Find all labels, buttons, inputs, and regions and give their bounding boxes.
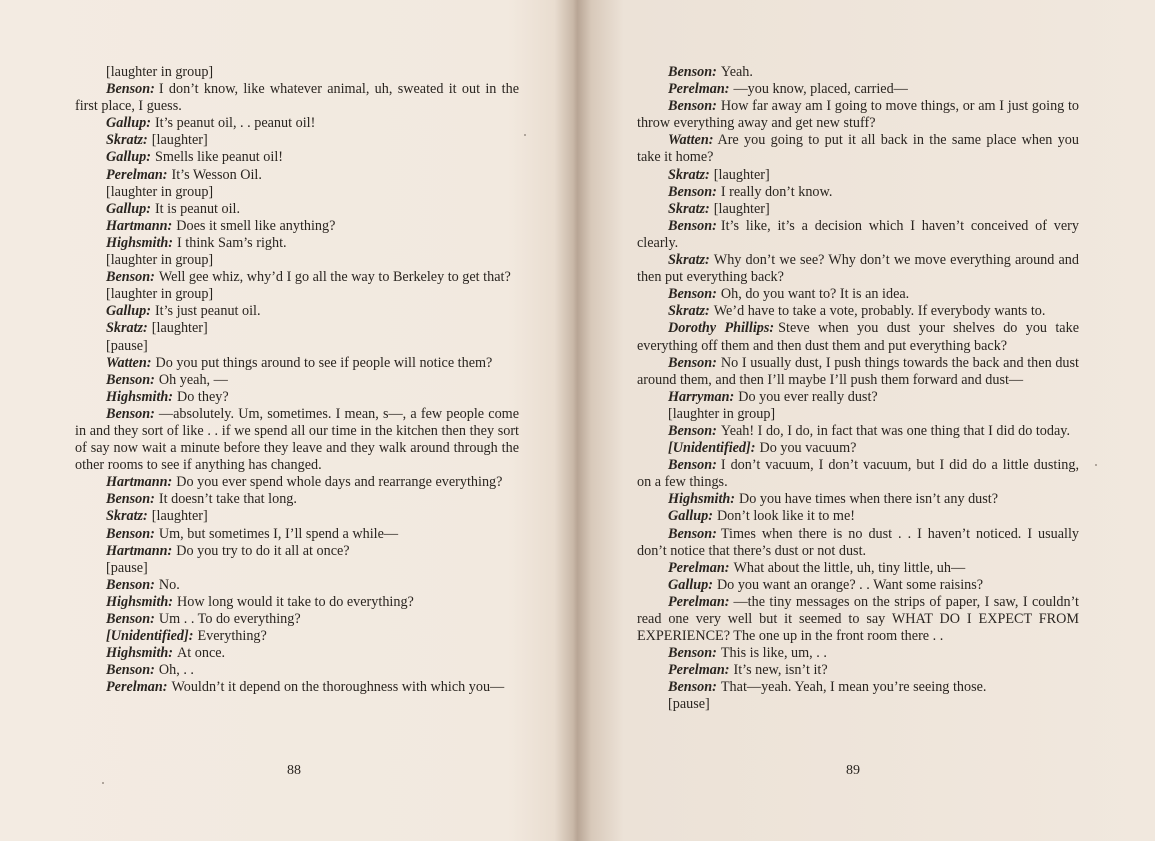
speaker-name: Benson: (668, 679, 717, 696)
transcript-line (637, 286, 1079, 303)
speech-text: I don’t vacuum, I don’t vacuum, but I did do a little dusting, on a few things. (637, 457, 1079, 491)
paper-speck (102, 782, 104, 784)
transcript-line (637, 218, 1079, 252)
speaker-name: Benson: (106, 269, 155, 286)
speech-text: [laughter in group] (106, 252, 214, 269)
transcript-line (75, 286, 519, 303)
speech-text: Do you want an orange? . . Want some raisins? (716, 576, 984, 593)
speaker-name: Gallup: (106, 200, 151, 217)
transcript-line (637, 662, 1079, 679)
speaker-name: Gallup: (106, 149, 151, 166)
speaker-name: Hartmann: (106, 474, 173, 491)
speaker-name: Highsmith: (106, 593, 174, 610)
speech-text: It doesn’t take that long. (158, 491, 297, 508)
speech-text: Well gee whiz, why’d I go all the way to Berkeley to get that? (158, 269, 511, 286)
speaker-name: Perelman: (668, 662, 730, 679)
speech-text: —absolutely. Um, sometimes. I mean, s—, a few people come in and they sort of like . . if we spend all our time in the kitchen then they sort of say now wait a minute before they leave and they walk around through the other rooms to see if anything has changed. (75, 405, 519, 474)
transcript-line (75, 577, 519, 594)
transcript-line (75, 269, 519, 286)
speech-text: At once. (177, 645, 226, 662)
transcript-line (75, 252, 519, 269)
speech-text: [laughter in group] (668, 405, 776, 422)
speaker-name: Highsmith: (668, 491, 736, 508)
transcript-line (75, 184, 519, 201)
transcript-line (637, 389, 1079, 406)
transcript-line (75, 201, 519, 218)
transcript-line (75, 167, 519, 184)
transcript-line (637, 184, 1079, 201)
paper-speck (1095, 464, 1097, 466)
transcript-line (75, 611, 519, 628)
speech-text: [laughter in group] (106, 64, 214, 80)
transcript-line (637, 423, 1079, 440)
speaker-name: Benson: (106, 662, 155, 679)
transcript-line (75, 474, 519, 491)
speaker-name: Benson: (668, 525, 717, 542)
speech-text: [laughter in group] (106, 183, 214, 200)
transcript-line (637, 252, 1079, 286)
speaker-name: Skratz: (106, 132, 148, 149)
speaker-name: Benson: (668, 422, 717, 439)
speech-text: It’s new, isn’t it? (733, 662, 828, 679)
transcript-line (637, 81, 1079, 98)
speech-text: Um, but sometimes I, I’ll spend a while— (158, 525, 399, 542)
transcript-line (75, 679, 519, 696)
speaker-name: Perelman: (668, 559, 730, 576)
speaker-name: Hartmann: (106, 542, 173, 559)
speaker-name: Skratz: (668, 303, 710, 320)
transcript-line (637, 132, 1079, 166)
speech-text: —you know, placed, carried— (733, 81, 908, 98)
speaker-name: Benson: (106, 491, 155, 508)
speech-text: Yeah! I do, I do, in fact that was one thing that I did do today. (720, 422, 1070, 439)
transcript-line (75, 320, 519, 337)
transcript-line (75, 508, 519, 525)
speech-text: Do you ever spend whole days and rearrange everything? (176, 474, 503, 491)
speech-text: It’s like, it’s a decision which I haven’t conceived of very clearly. (637, 217, 1079, 251)
right-page (637, 64, 1079, 714)
transcript-line (637, 491, 1079, 508)
transcript-line (637, 64, 1079, 81)
transcript-line (637, 440, 1079, 457)
speaker-name: Benson: (668, 64, 717, 80)
speech-text: Do you put things around to see if people will notice them? (155, 354, 493, 371)
speech-text: Wouldn’t it depend on the thoroughness with which you— (171, 679, 505, 696)
speech-text: [laughter] (151, 132, 208, 149)
speaker-name: Perelman: (106, 166, 168, 183)
transcript-line (75, 235, 519, 252)
paper-speck (524, 134, 526, 136)
speaker-name: Benson: (668, 98, 717, 115)
speech-text: Oh, . . (158, 662, 194, 679)
speech-text: It’s just peanut oil. (154, 303, 261, 320)
speech-text: Don’t look like it to me! (716, 508, 855, 525)
speaker-name: Benson: (668, 183, 717, 200)
speaker-name: Highsmith: (106, 645, 174, 662)
speech-text: Everything? (197, 628, 267, 645)
speaker-name: Perelman: (106, 679, 168, 696)
transcript-line (637, 594, 1079, 645)
speech-text: Oh, do you want to? It is an idea. (720, 286, 910, 303)
transcript-line (637, 526, 1079, 560)
speech-text: Smells like peanut oil! (154, 149, 283, 166)
transcript-line (75, 372, 519, 389)
speech-text: Steve when you dust your shelves do you take everything off them and then dust them and put everything back? (637, 320, 1079, 354)
speech-text: Times when there is no dust . . I haven’t noticed. I usually don’t notice that there’s dust or not dust. (637, 525, 1079, 559)
speaker-name: Gallup: (668, 576, 713, 593)
speech-text: I really don’t know. (720, 183, 833, 200)
speaker-name: Harryman: (668, 388, 735, 405)
transcript-line (637, 508, 1079, 525)
transcript-line (75, 389, 519, 406)
transcript-line (637, 406, 1079, 423)
speech-text: Do you have times when there isn’t any dust? (739, 491, 999, 508)
speaker-name: Skratz: (106, 508, 148, 525)
speaker-name: Hartmann: (106, 217, 173, 234)
speaker-name: Benson: (668, 217, 717, 234)
transcript-line (75, 218, 519, 235)
speaker-name: Benson: (668, 457, 717, 474)
speaker-name: Benson: (668, 286, 717, 303)
speech-text: This is like, um, . . (720, 645, 827, 662)
speech-text: Do you ever really dust? (738, 388, 878, 405)
transcript-line (75, 543, 519, 560)
speaker-name: Skratz: (668, 252, 710, 269)
speech-text: What about the little, uh, tiny little, uh— (733, 559, 966, 576)
speech-text: Do you try to do it all at once? (176, 542, 350, 559)
transcript-line (637, 560, 1079, 577)
speaker-name: Perelman: (668, 593, 730, 610)
transcript-line (75, 491, 519, 508)
speech-text: It’s Wesson Oil. (171, 166, 262, 183)
page-number-right: 89 (846, 763, 860, 778)
speech-text: [laughter] (713, 166, 770, 183)
transcript-line (75, 355, 519, 372)
speaker-name: Benson: (106, 611, 155, 627)
transcript-line (75, 338, 519, 355)
speaker-name: Gallup: (106, 115, 151, 132)
transcript-line (637, 98, 1079, 132)
transcript-line (637, 167, 1079, 184)
speaker-name: Dorothy Phillips: (668, 320, 775, 337)
speech-text: Do they? (177, 388, 229, 405)
speech-text: [laughter in group] (106, 286, 214, 303)
speech-text: —the tiny messages on the strips of paper, I saw, I couldn’t read one very well but it seemed to say WHAT DO I EXPECT FROM EXPERIENCE? The one up in the front room there . . (637, 593, 1079, 645)
speech-text: No. (158, 576, 180, 593)
transcript-line (637, 320, 1079, 354)
speaker-name: [Unidentified]: (106, 628, 194, 645)
transcript-line (75, 560, 519, 577)
transcript-line (75, 526, 519, 543)
speaker-name: Benson: (106, 81, 155, 98)
speech-text: [laughter] (151, 320, 208, 337)
speech-text: Yeah. (720, 64, 753, 80)
page-number-left: 88 (287, 763, 301, 778)
speech-text: [pause] (668, 696, 710, 713)
speech-text: We’d have to take a vote, probably. If everybody wants to. (713, 303, 1046, 320)
speaker-name: Benson: (106, 525, 155, 542)
transcript-line (637, 645, 1079, 662)
transcript-line (637, 201, 1079, 218)
speaker-name: Highsmith: (106, 234, 174, 251)
transcript-line (75, 628, 519, 645)
speaker-name: Benson: (106, 576, 155, 593)
transcript-line (75, 406, 519, 474)
speech-text: It’s peanut oil, . . peanut oil! (154, 115, 316, 132)
speech-text: Does it smell like anything? (176, 217, 336, 234)
transcript-line (637, 457, 1079, 491)
speech-text: No I usually dust, I push things towards the back and then dust around them, and then I’ll maybe I’ll push them forward and dust— (637, 354, 1079, 388)
transcript-line (75, 115, 519, 132)
speech-text: [pause] (106, 337, 148, 354)
speech-text: [laughter] (151, 508, 208, 525)
transcript-line (75, 303, 519, 320)
speaker-name: Watten: (106, 354, 152, 371)
speaker-name: Gallup: (668, 508, 713, 525)
speaker-name: Skratz: (668, 166, 710, 183)
speech-text: Why don’t we see? Why don’t we move everything around and then put everything back? (637, 252, 1079, 286)
transcript-line (637, 303, 1079, 320)
transcript-line (75, 132, 519, 149)
transcript-line (75, 662, 519, 679)
speech-text: [pause] (106, 559, 148, 576)
speaker-name: Perelman: (668, 81, 730, 98)
speaker-name: Skratz: (668, 200, 710, 217)
transcript-line (75, 81, 519, 115)
speech-text: [laughter] (713, 200, 770, 217)
transcript-line (75, 594, 519, 611)
speech-text: How far away am I going to move things, or am I just going to throw everything away and get new stuff? (637, 98, 1079, 132)
speech-text: Do you vacuum? (759, 440, 857, 457)
transcript-line (637, 696, 1079, 713)
transcript-line (637, 679, 1079, 696)
speech-text: Are you going to put it all back in the same place when you take it home? (637, 132, 1079, 166)
speech-text: It is peanut oil. (154, 200, 241, 217)
speech-text: Um . . To do everything? (158, 611, 301, 627)
speaker-name: Benson: (668, 645, 717, 662)
left-page (75, 64, 519, 696)
speaker-name: Highsmith: (106, 388, 174, 405)
speaker-name: Benson: (106, 405, 155, 422)
transcript-line (637, 577, 1079, 594)
speaker-name: Skratz: (106, 320, 148, 337)
speaker-name: Gallup: (106, 303, 151, 320)
speech-text: I think Sam’s right. (177, 234, 287, 251)
speaker-name: Benson: (106, 371, 155, 388)
speech-text: I don’t know, like whatever animal, uh, sweated it out in the first place, I guess. (75, 81, 519, 115)
transcript-line (75, 149, 519, 166)
speaker-name: Watten: (668, 132, 714, 149)
speech-text: That—yeah. Yeah, I mean you’re seeing those. (720, 679, 987, 696)
speech-text: How long would it take to do everything? (177, 593, 414, 610)
speaker-name: Benson: (668, 354, 717, 371)
transcript-line (637, 355, 1079, 389)
transcript-line (75, 64, 519, 81)
speech-text: Oh yeah, — (158, 371, 228, 388)
speaker-name: [Unidentified]: (668, 440, 756, 457)
transcript-line (75, 645, 519, 662)
